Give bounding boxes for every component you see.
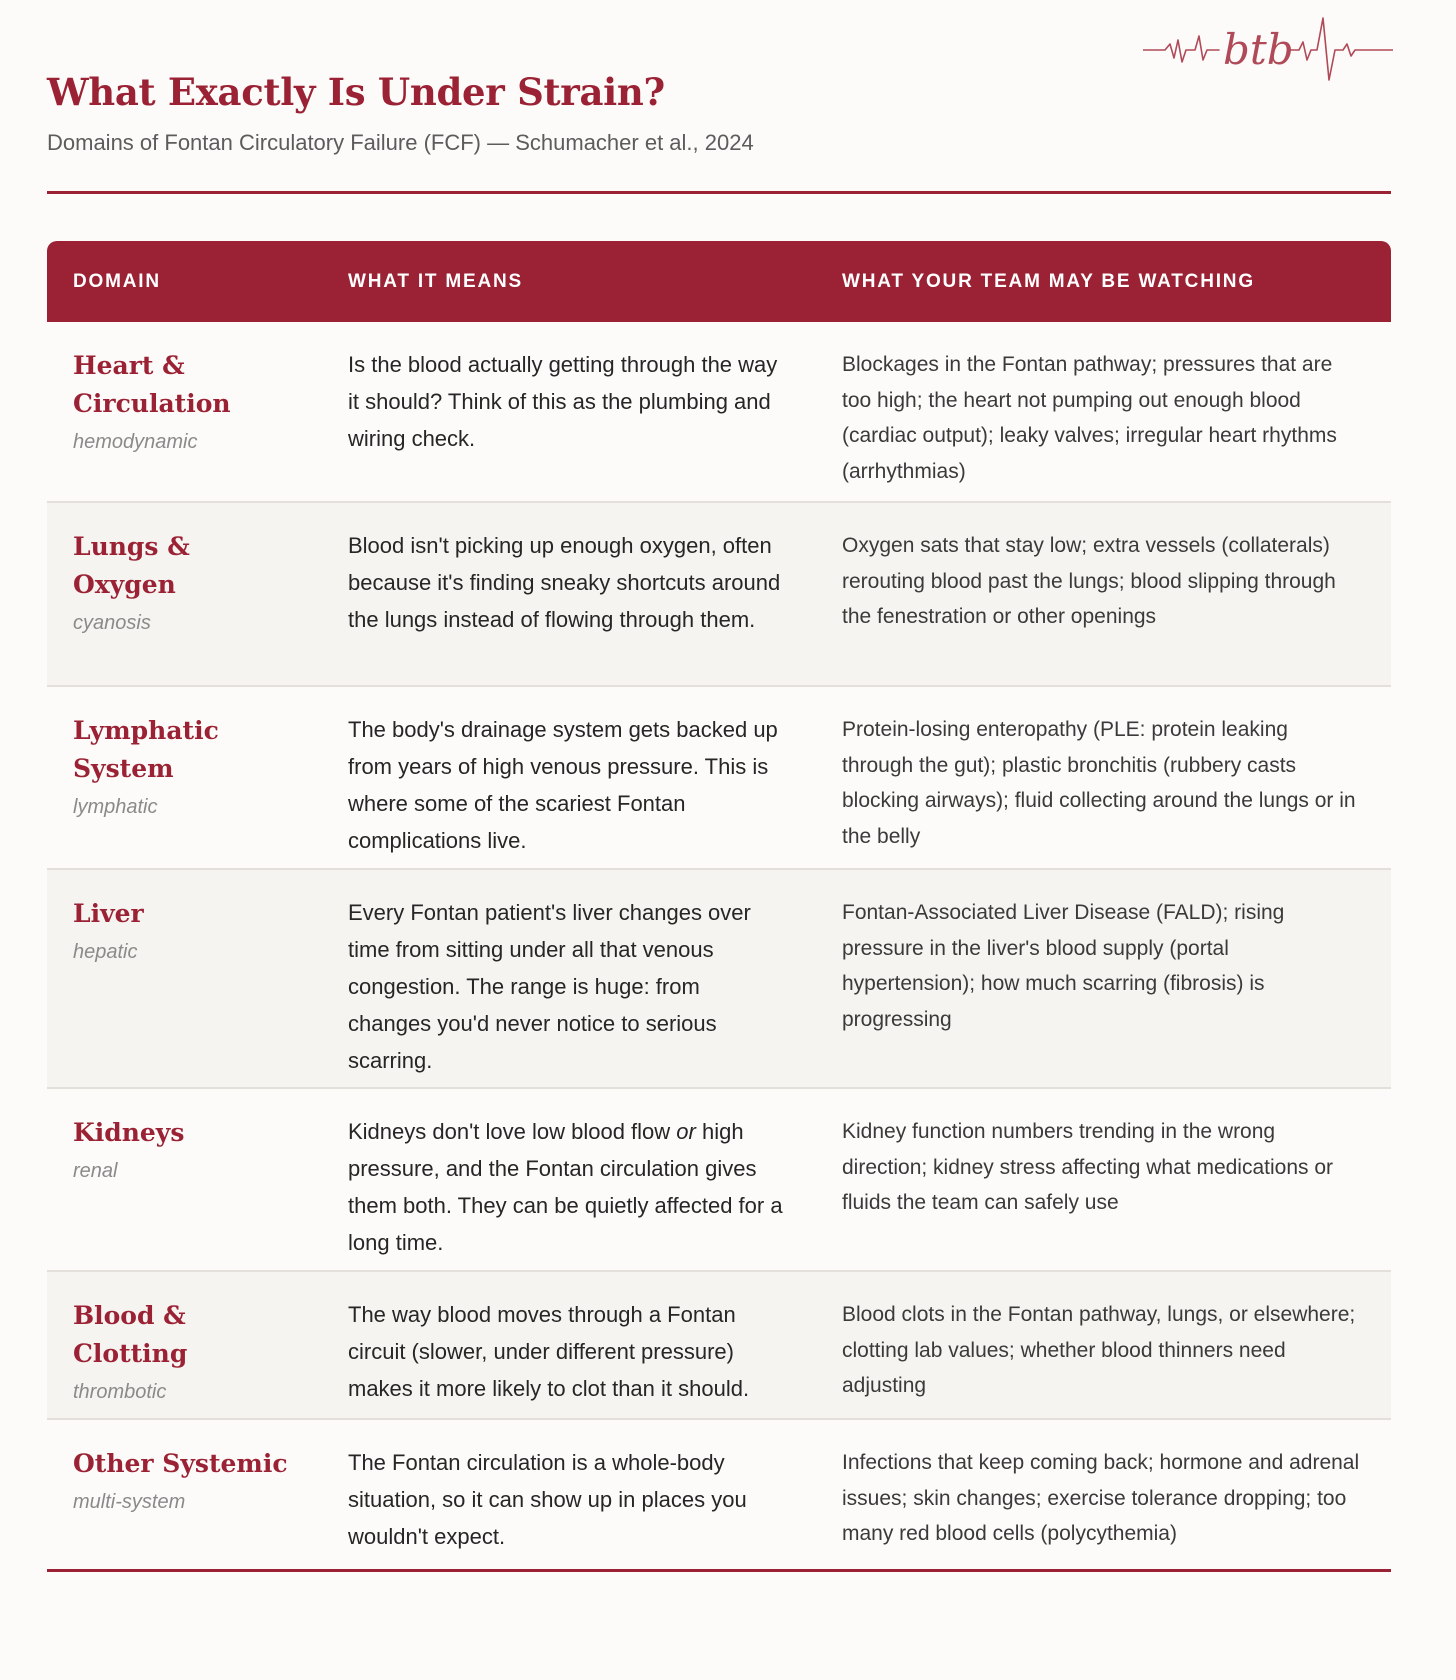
meaning-cell [322,502,816,686]
logo-text: btb [1223,25,1294,74]
meaning-text: or [676,1119,696,1144]
domain-cell [47,1419,322,1570]
table-row [47,1088,1391,1271]
table-header-row [47,241,1391,322]
domain-cell [47,502,322,686]
meaning-cell [322,1419,816,1570]
table-row [47,1419,1391,1570]
watching-cell: Kidney function numbers trending in the wrong direction; kidney stress affecting what medications or fluids the team can safely use [816,1088,1391,1271]
btb-heartbeat-logo-icon [1143,14,1393,86]
domain-cell [47,322,322,502]
meaning-cell [322,1088,816,1271]
table-row [47,322,1391,502]
domain-name: Lymphatic System [73,716,219,783]
watching-cell: Blood clots in the Fontan pathway, lungs, or elsewhere; clotting lab values; whether blood thinners need adjusting [816,1271,1391,1419]
domain-tag: lymphatic [73,796,158,818]
table-row [47,869,1391,1088]
domain-tag: hemodynamic [73,431,198,453]
meaning-text: Is the blood actually getting through the way it should? Think of this as the plumbing and wiring check. [348,352,778,451]
domain-cell [47,1271,322,1419]
domain-cell [47,686,322,869]
meaning-cell [322,1271,816,1419]
domain-cell [47,869,322,1088]
domain-tag: multi-system [73,1491,186,1513]
meaning-text: Blood isn't picking up enough oxygen, often because it's finding sneaky shortcuts around the lungs instead of flowing through them. [348,533,781,632]
domain-name: Heart & Circulation [73,351,231,418]
meaning-text: The body's drainage system gets backed up from years of high venous pressure. This is where some of the scariest Fontan complications live. [348,717,778,853]
domains-table-container [47,241,1391,1572]
meaning-text: The way blood moves through a Fontan circuit (slower, under different pressure) makes it more likely to clot than it should. [348,1302,750,1401]
meaning-cell [322,869,816,1088]
table-row [47,1271,1391,1419]
meaning-text: Every Fontan patient's liver changes over time from sitting under all that venous congestion. The range is huge: from changes you'd never notice to serious scarring. [348,900,751,1073]
watching-cell: Protein-losing enteropathy (PLE: protein leaking through the gut); plastic bronchitis (rubbery casts blocking airways); fluid collecting around the lungs or in the belly [816,686,1391,869]
meaning-text: high pressure, and the Fontan circulation gives them both. They can be quietly affected for a long time. [348,1119,783,1255]
domain-name: Blood & Clotting [73,1301,188,1368]
title-divider [47,191,1391,194]
domain-name: Other Systemic [73,1449,288,1478]
page-subtitle: Domains of Fontan Circulatory Failure (FCF) — Schumacher et al., 2024 [47,130,754,155]
column-header-domain: DOMAIN [47,241,322,322]
meaning-cell [322,686,816,869]
domain-tag: thrombotic [73,1381,167,1403]
domain-tag: cyanosis [73,612,151,634]
watching-cell: Blockages in the Fontan pathway; pressures that are too high; the heart not pumping out enough blood (cardiac output); leaky valves; irregular heart rhythms (arrhythmias) [816,322,1391,502]
meaning-cell [322,322,816,502]
domain-name: Lungs & Oxygen [73,532,190,599]
domain-name: Liver [73,899,144,928]
meaning-text: Kidneys don't love low blood flow [348,1119,677,1144]
column-header-meaning: WHAT IT MEANS [322,241,816,322]
domain-name: Kidneys [73,1118,185,1147]
table-row [47,686,1391,869]
column-header-watching: WHAT YOUR TEAM MAY BE WATCHING [816,241,1391,322]
watching-cell: Oxygen sats that stay low; extra vessels (collaterals) rerouting blood past the lungs; blood slipping through the fenestration or other openings [816,502,1391,686]
domain-cell [47,1088,322,1271]
page-title: What Exactly Is Under Strain? [47,70,665,114]
domain-tag: renal [73,1160,118,1182]
domain-tag: hepatic [73,941,138,963]
meaning-text: The Fontan circulation is a whole-body situation, so it can show up in places you wouldn't expect. [348,1450,747,1549]
table-row [47,502,1391,686]
watching-cell: Fontan-Associated Liver Disease (FALD); rising pressure in the liver's blood supply (portal hypertension); how much scarring (fibrosis) is progressing [816,869,1391,1088]
watching-cell: Infections that keep coming back; hormone and adrenal issues; skin changes; exercise tolerance dropping; too many red blood cells (polycythemia) [816,1419,1391,1570]
domains-table [47,241,1391,1572]
